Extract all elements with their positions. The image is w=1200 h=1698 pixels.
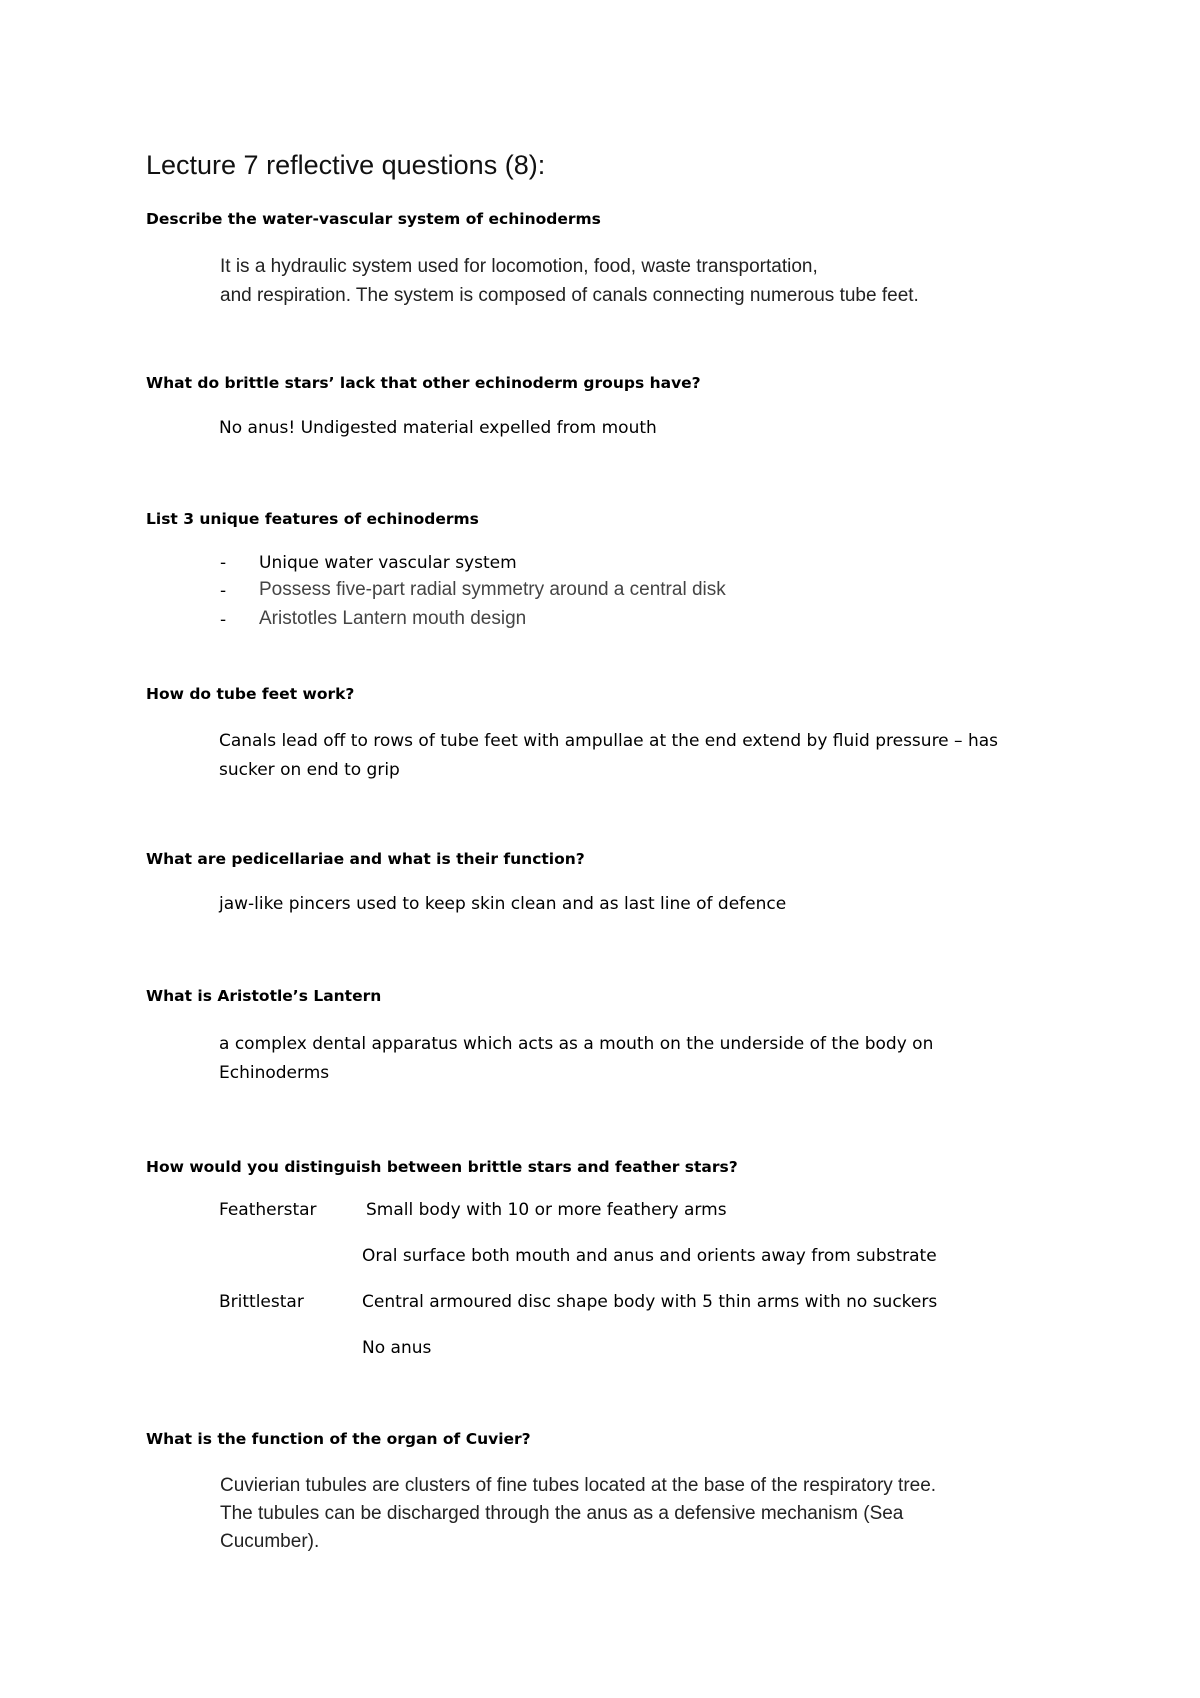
feature-list [220,553,920,643]
answer-2: No anus! Undigested material expelled from mouth [219,418,657,438]
question-heading-6: What is Aristotle’s Lantern [146,987,382,1005]
question-heading-1: Describe the water-vascular system of echinoderms [146,210,601,228]
answer-6-line-2: Echinoderms [219,1063,330,1083]
question-heading-7: How would you distinguish between brittle stars and feather stars? [146,1158,738,1176]
row-label: Brittlestar [219,1292,304,1312]
answer-8-line-2: The tubules can be discharged through the anus as a defensive mechanism (Sea [220,1503,904,1524]
question-heading-5: What are pedicellariae and what is their function? [146,850,585,868]
answer-4-line-2: sucker on end to grip [219,760,400,780]
answer-6-line-1: a complex dental apparatus which acts as a mouth on the underside of the body on [219,1034,934,1054]
question-heading-2: What do brittle stars’ lack that other echinoderm groups have? [146,374,701,392]
bullet-dash: - [220,553,227,573]
answer-1-line-2: and respiration. The system is composed of canals connecting numerous tube feet. [220,285,919,306]
row-text: Small body with 10 or more feathery arms [366,1200,727,1220]
answer-1-line-1: It is a hydraulic system used for locomotion, food, waste transportation, [220,256,818,277]
answer-1 [220,252,919,310]
question-heading-8: What is the function of the organ of Cuvier? [146,1430,531,1448]
list-item-text: Unique water vascular system [259,553,517,573]
row-label: Featherstar [219,1200,317,1220]
answer-8 [220,1472,936,1556]
row-text: No anus [362,1338,432,1358]
row-text: Central armoured disc shape body with 5 thin arms with no suckers [362,1292,938,1312]
bullet-dash: - [220,610,227,630]
page-title: Lecture 7 reflective questions (8): [146,150,546,180]
answer-8-line-3: Cucumber). [220,1531,320,1552]
bullet-dash: - [220,581,227,601]
answer-4 [219,727,998,785]
answer-5: jaw-like pincers used to keep skin clean and as last line of defence [219,894,787,914]
answer-4-line-1: Canals lead off to rows of tube feet with ampullae at the end extend by fluid pressure – has [219,731,998,751]
list-item-text: Aristotles Lantern mouth design [259,608,527,629]
list-item-text: Possess five-part radial symmetry around a central disk [259,579,726,600]
row-text: Oral surface both mouth and anus and orients away from substrate [362,1246,937,1266]
answer-8-line-1: Cuvierian tubules are clusters of fine tubes located at the base of the respiratory tree. [220,1475,937,1496]
comparison-table [219,1200,1019,1360]
question-heading-3: List 3 unique features of echinoderms [146,510,479,528]
answer-6 [219,1030,933,1088]
question-heading-4: How do tube feet work? [146,685,355,703]
